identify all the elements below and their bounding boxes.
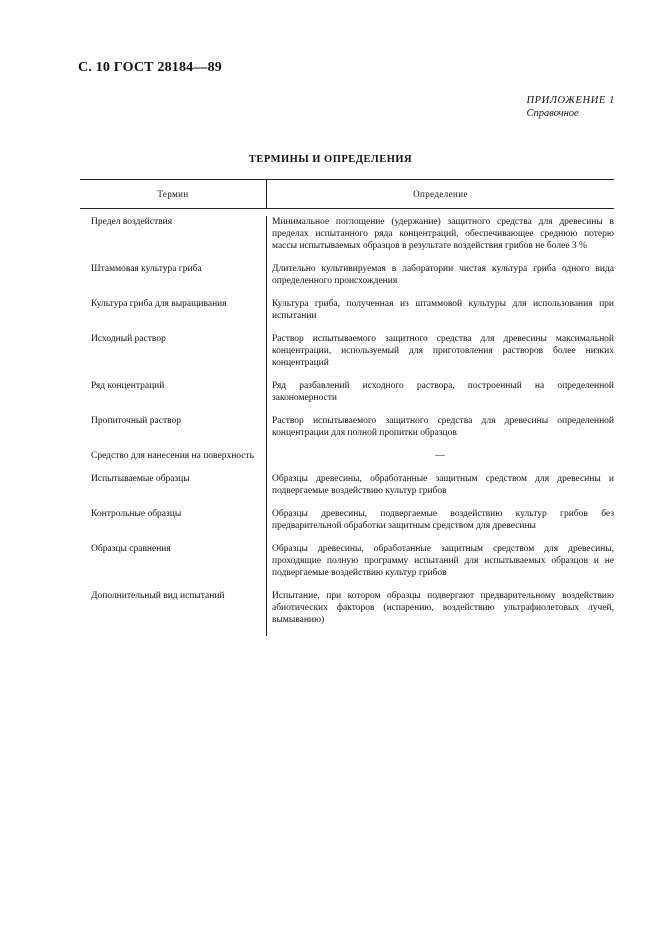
column-divider bbox=[266, 216, 267, 636]
section-title: ТЕРМИНЫ И ОПРЕДЕЛЕНИЯ bbox=[248, 154, 413, 165]
term-cell: Дополнительный вид испытаний bbox=[91, 591, 225, 601]
appendix-number: ПРИЛОЖЕНИЕ 1 bbox=[526, 95, 615, 106]
terms-table bbox=[80, 179, 614, 626]
term-cell: Исходный раствор bbox=[91, 334, 166, 344]
term-cell: Штаммовая культура гриба bbox=[91, 264, 202, 274]
table-row bbox=[80, 263, 614, 287]
definition-cell: Образцы древесины, подвергаемые воздействию культур грибов без предварительной обработки защитным средством для древесины bbox=[272, 509, 614, 531]
appendix-label bbox=[526, 94, 615, 120]
appendix-kind: Справочное bbox=[526, 108, 579, 119]
definition-cell: Образцы древесины, обработанные защитным средством для древесины, проходящие полную программу испытаний для испытываемых образцов и не подвергаемые воздействию культур грибов bbox=[272, 544, 614, 578]
term-cell: Пропиточный раствор bbox=[91, 416, 182, 426]
term-cell: Ряд концентраций bbox=[91, 381, 165, 391]
term-cell: Предел воздействия bbox=[91, 217, 173, 227]
term-cell: Контрольные образцы bbox=[91, 509, 182, 519]
table-row bbox=[80, 333, 614, 369]
term-cell: Испытываемые образцы bbox=[91, 474, 190, 484]
column-header-definition: Определение bbox=[413, 189, 468, 199]
table-header bbox=[80, 180, 614, 209]
term-cell: Средство для нанесения на поверхность bbox=[91, 451, 254, 461]
definition-cell: Культура гриба, полученная из штаммовой культуры для использования при испытании bbox=[272, 299, 614, 321]
table-row bbox=[80, 216, 614, 252]
table-row bbox=[80, 450, 614, 462]
table-row bbox=[80, 298, 614, 322]
page-header: С. 10 ГОСТ 28184—89 bbox=[78, 60, 222, 75]
definition-cell: Раствор испытываемого защитного средства для древесины максимальной концентрации, используемый для приготовления растворов более низких концентраций bbox=[272, 334, 614, 368]
definition-cell: Образцы древесины, обработанные защитным средством для древесины и подвергаемые воздействию культур грибов bbox=[272, 474, 614, 496]
term-cell: Культура гриба для выращивания bbox=[91, 299, 227, 309]
definition-cell: Испытание, при котором образцы подвергают предварительному воздействию абиотических факторов (испарению, воздействию ультрафиолетовых лучей, вымыванию) bbox=[272, 591, 614, 625]
definition-cell: Длительно культивируемая в лаборатории чистая культура гриба одного вида определенного происхождения bbox=[272, 264, 614, 286]
definition-cell: Минимальное поглощение (удержание) защитного средства для древесины в пределах испытанного ряда концентраций, обеспечивающее среднюю потерю массы испытываемых образцов в результате воздействия грибов не более 3 % bbox=[272, 217, 614, 251]
table-row bbox=[80, 543, 614, 579]
definition-cell: Раствор испытываемого защитного средства для древесины определенной концентрации для полной пропитки образцов bbox=[272, 416, 614, 438]
term-cell: Образцы сравнения bbox=[91, 544, 171, 554]
table-row bbox=[80, 473, 614, 497]
table-body bbox=[80, 216, 614, 626]
column-header-term: Термин bbox=[80, 180, 267, 208]
table-row bbox=[80, 508, 614, 532]
table-row bbox=[80, 380, 614, 404]
definition-cell: — bbox=[435, 451, 445, 461]
definition-cell: Ряд разбавлений исходного раствора, построенный на определенной закономерности bbox=[272, 381, 614, 403]
table-row bbox=[80, 590, 614, 626]
table-row bbox=[80, 415, 614, 439]
